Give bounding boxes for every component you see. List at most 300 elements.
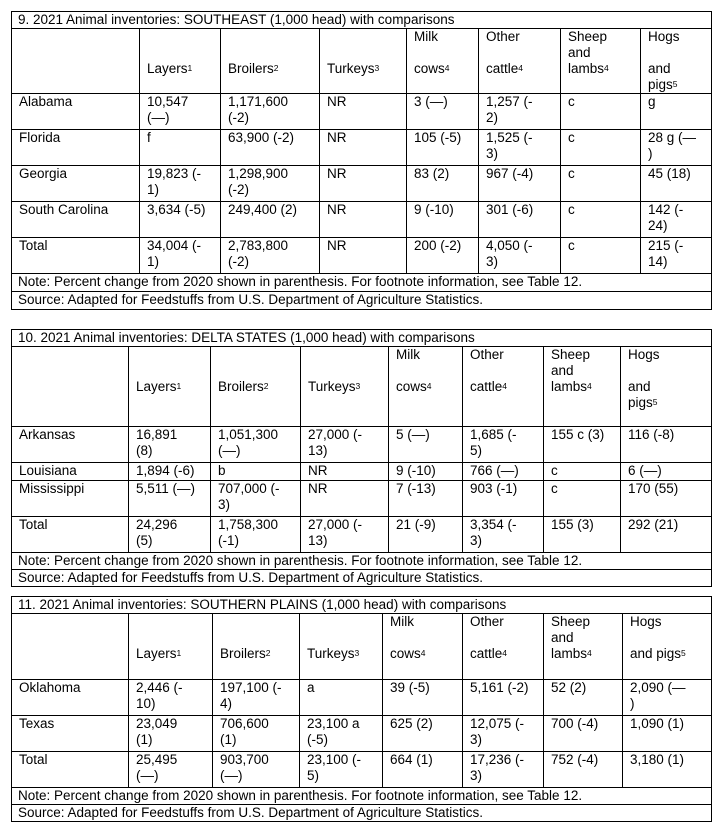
header-blank bbox=[12, 29, 140, 94]
cell-line: NR bbox=[327, 94, 347, 109]
column-header-text: Broilers bbox=[220, 646, 266, 661]
table-cell bbox=[641, 238, 712, 274]
title-row bbox=[12, 330, 712, 347]
table-note: Note: Percent change from 2020 shown in parenthesis. For footnote information, see Table 12. bbox=[12, 787, 712, 804]
title-row bbox=[12, 12, 712, 29]
header-cell-top bbox=[211, 347, 301, 380]
cell-line: 10,547 bbox=[147, 94, 189, 109]
table-cell bbox=[320, 202, 407, 238]
header-top-text: Other bbox=[486, 29, 520, 44]
column-header-text: cattle bbox=[470, 646, 503, 661]
cell-line: 3 (—) bbox=[414, 94, 448, 109]
header-cell-top bbox=[623, 614, 712, 647]
cell-line: 766 (—) bbox=[470, 462, 519, 478]
cell-line: NR bbox=[308, 462, 328, 478]
table-note: Note: Percent change from 2020 shown in parenthesis. For footnote information, see Table 12. bbox=[12, 274, 712, 292]
note-row bbox=[12, 552, 712, 569]
state-name: Mississippi bbox=[12, 480, 129, 516]
column-header bbox=[221, 61, 320, 94]
cell-line: (-1) bbox=[218, 532, 239, 548]
table-cell bbox=[479, 94, 561, 130]
column-header-text: Layers bbox=[147, 61, 188, 76]
cell-line: 1,894 (-6) bbox=[136, 462, 195, 478]
cell-line: ) bbox=[648, 146, 653, 161]
cell-line: 7 (-13) bbox=[396, 480, 436, 496]
table-cell bbox=[129, 679, 213, 715]
table-cell bbox=[300, 679, 383, 715]
column-header bbox=[129, 646, 213, 679]
table-cell bbox=[129, 516, 211, 552]
cell-line: 9 (-10) bbox=[414, 202, 454, 217]
table-cell bbox=[301, 516, 389, 552]
header-cell-top bbox=[300, 614, 383, 647]
cell-line: NR bbox=[327, 202, 347, 217]
table-cell bbox=[623, 751, 712, 787]
table-row bbox=[12, 202, 712, 238]
header-cell-top bbox=[213, 614, 300, 647]
footnote-marker: 1 bbox=[187, 63, 193, 73]
table-cell bbox=[389, 426, 463, 462]
cell-line: 155 c (3) bbox=[551, 426, 605, 442]
cell-line: 1,685 (- bbox=[470, 426, 517, 442]
cell-line: 17,236 (- bbox=[470, 751, 525, 767]
table-cell bbox=[140, 130, 221, 166]
table-cell bbox=[463, 516, 544, 552]
header-top-text: Hogs bbox=[648, 29, 680, 44]
header-blank bbox=[12, 347, 129, 427]
state-name: Alabama bbox=[12, 94, 140, 130]
header-cell-top bbox=[479, 29, 561, 62]
state-name: Texas bbox=[12, 715, 129, 751]
cell-line: 664 (1) bbox=[390, 751, 433, 767]
table-row bbox=[12, 516, 712, 552]
cell-line: f bbox=[147, 130, 151, 145]
table-cell bbox=[544, 715, 623, 751]
header-blank bbox=[12, 614, 129, 680]
header-cell-top bbox=[621, 347, 712, 380]
column-header-text: and bbox=[628, 379, 651, 394]
cell-line: 5,511 (—) bbox=[136, 480, 196, 496]
column-header-text: and pigs bbox=[630, 646, 682, 661]
cell-line: 2,090 (— bbox=[630, 679, 686, 695]
column-header bbox=[479, 61, 561, 94]
source-row bbox=[12, 292, 712, 310]
column-header-text: Broilers bbox=[228, 61, 274, 76]
column-header bbox=[301, 379, 389, 426]
table-row bbox=[12, 679, 712, 715]
cell-line: 83 (2) bbox=[414, 166, 450, 181]
column-header-text: Turkeys bbox=[308, 379, 356, 394]
table-cell bbox=[221, 202, 320, 238]
state-name: Oklahoma bbox=[12, 679, 129, 715]
cell-line: 3) bbox=[470, 532, 483, 548]
table-cell bbox=[479, 202, 561, 238]
table-cell bbox=[407, 94, 479, 130]
header-top-text: Milk bbox=[396, 347, 420, 362]
cell-line: 2,783,800 bbox=[228, 238, 289, 253]
cell-line: 3,180 (1) bbox=[630, 751, 685, 767]
cell-line: ) bbox=[630, 695, 635, 711]
column-header bbox=[621, 379, 712, 426]
table-row bbox=[12, 238, 712, 274]
table-cell bbox=[221, 238, 320, 274]
footnote-marker: 4 bbox=[587, 381, 592, 391]
header-cell-top bbox=[301, 347, 389, 380]
table-cell bbox=[544, 679, 623, 715]
table-source: Source: Adapted for Feedstuffs from U.S. Department of Agriculture Statistics. bbox=[12, 804, 712, 821]
table-cell bbox=[544, 462, 621, 480]
header-mid-text: and bbox=[551, 630, 574, 645]
cell-line: 2) bbox=[486, 110, 499, 125]
cell-line: 16,891 bbox=[136, 426, 178, 442]
table-cell bbox=[463, 462, 544, 480]
cell-line: 1,298,900 bbox=[228, 166, 289, 181]
table-row bbox=[12, 715, 712, 751]
footnote-marker: 3 bbox=[354, 648, 360, 658]
cell-line: 24) bbox=[648, 218, 668, 233]
column-header bbox=[407, 61, 479, 94]
cell-line: 1) bbox=[147, 254, 160, 269]
state-name: Total bbox=[12, 238, 140, 274]
column-header-text: cows bbox=[390, 646, 421, 661]
state-name: South Carolina bbox=[12, 202, 140, 238]
table-cell bbox=[641, 130, 712, 166]
header-mid-text: and bbox=[568, 45, 591, 60]
footnote-marker: 5 bbox=[672, 79, 678, 89]
header-mid-text: and bbox=[551, 363, 574, 378]
cell-line: NR bbox=[327, 238, 347, 253]
footnote-marker: 2 bbox=[263, 381, 269, 391]
column-header bbox=[129, 379, 211, 426]
footnote-marker: 3 bbox=[355, 381, 361, 391]
table-cell bbox=[463, 480, 544, 516]
state-name: Louisiana bbox=[12, 462, 129, 480]
table-cell bbox=[383, 715, 463, 751]
table-title: 11. 2021 Animal inventories: SOUTHERN PLAINS (1,000 head) with comparisons bbox=[12, 597, 712, 614]
header-top-text: Milk bbox=[414, 29, 438, 44]
cell-line: 25,495 bbox=[136, 751, 178, 767]
footnote-marker: 2 bbox=[273, 63, 279, 73]
cell-line: 13) bbox=[308, 532, 328, 548]
header-cell-top bbox=[129, 614, 213, 647]
table-cell bbox=[561, 94, 641, 130]
footnote-marker: 1 bbox=[176, 381, 182, 391]
footnote-marker: 4 bbox=[502, 648, 508, 658]
table-cell bbox=[621, 462, 712, 480]
table-cell bbox=[221, 166, 320, 202]
table-cell bbox=[407, 166, 479, 202]
cell-line: 39 (-5) bbox=[390, 679, 430, 695]
table-cell bbox=[221, 130, 320, 166]
table-cell bbox=[211, 480, 301, 516]
table-cell bbox=[641, 202, 712, 238]
cell-line: 625 (2) bbox=[390, 715, 433, 731]
cell-line: 752 (-4) bbox=[551, 751, 599, 767]
footnote-marker: 5 bbox=[652, 397, 658, 407]
table-cell bbox=[129, 751, 213, 787]
table-cell bbox=[641, 94, 712, 130]
table-cell bbox=[301, 426, 389, 462]
cell-line: 14) bbox=[648, 254, 668, 269]
header-cell-top bbox=[463, 347, 544, 380]
footnote-marker: 4 bbox=[604, 63, 609, 73]
table-source: Source: Adapted for Feedstuffs from U.S. Department of Agriculture Statistics. bbox=[12, 569, 712, 586]
table-southern-plains bbox=[11, 596, 712, 822]
footnote-marker: 4 bbox=[444, 63, 450, 73]
column-header bbox=[389, 379, 463, 426]
cell-line: (-2) bbox=[228, 110, 249, 125]
footnote-marker: 4 bbox=[420, 648, 426, 658]
cell-line: (—) bbox=[136, 767, 159, 783]
column-header bbox=[561, 61, 641, 94]
table-cell bbox=[129, 480, 211, 516]
cell-line: 197,100 (- bbox=[220, 679, 282, 695]
state-name: Florida bbox=[12, 130, 140, 166]
column-header-text: lambs bbox=[568, 61, 605, 76]
cell-line: 1,257 (- bbox=[486, 94, 533, 109]
cell-line: 19,823 (- bbox=[147, 166, 202, 181]
cell-line: 12,075 (- bbox=[470, 715, 525, 731]
table-cell bbox=[561, 238, 641, 274]
column-header-text: Layers bbox=[136, 646, 177, 661]
column-header bbox=[320, 61, 407, 94]
cell-line: (—) bbox=[220, 767, 243, 783]
column-header-text: Turkeys bbox=[327, 61, 375, 76]
state-name: Total bbox=[12, 751, 129, 787]
table-cell bbox=[211, 516, 301, 552]
column-header bbox=[300, 646, 383, 679]
cell-line: 52 (2) bbox=[551, 679, 587, 695]
table-cell bbox=[320, 94, 407, 130]
column-header-text: and bbox=[648, 61, 671, 76]
table-cell bbox=[140, 238, 221, 274]
cell-line: (-2) bbox=[228, 254, 249, 269]
cell-line: 3) bbox=[486, 254, 499, 269]
cell-line: 13) bbox=[308, 442, 328, 458]
state-name: Total bbox=[12, 516, 129, 552]
table-row bbox=[12, 166, 712, 202]
table-delta-states bbox=[11, 329, 712, 587]
column-header bbox=[383, 646, 463, 679]
cell-line: 9 (-10) bbox=[396, 462, 436, 478]
table-cell bbox=[213, 679, 300, 715]
table-cell bbox=[623, 679, 712, 715]
cell-line: 23,049 bbox=[136, 715, 178, 731]
column-header bbox=[211, 379, 301, 426]
table-title: 10. 2021 Animal inventories: DELTA STATES (1,000 head) with comparisons bbox=[12, 330, 712, 347]
table-row bbox=[12, 94, 712, 130]
footnote-marker: 4 bbox=[587, 648, 592, 658]
title-row bbox=[12, 597, 712, 614]
table-title: 9. 2021 Animal inventories: SOUTHEAST (1,000 head) with comparisons bbox=[12, 12, 712, 29]
cell-line: 155 (3) bbox=[551, 516, 594, 532]
cell-line: NR bbox=[308, 480, 328, 496]
cell-line: b bbox=[218, 462, 226, 478]
footnote-marker: 4 bbox=[426, 381, 432, 391]
cell-line: 5 (—) bbox=[396, 426, 430, 442]
column-header bbox=[544, 646, 623, 679]
cell-line: (—) bbox=[218, 442, 241, 458]
header-top-text: Sheep bbox=[568, 29, 608, 44]
cell-line: 707,000 (- bbox=[218, 480, 280, 496]
header-cell-top bbox=[544, 614, 623, 647]
table-cell bbox=[383, 751, 463, 787]
cell-line: 24,296 bbox=[136, 516, 178, 532]
cell-line: 1,758,300 bbox=[218, 516, 279, 532]
table-cell bbox=[320, 166, 407, 202]
table-cell bbox=[544, 516, 621, 552]
column-header-text-2: pigs bbox=[628, 395, 653, 410]
cell-line: 27,000 (- bbox=[308, 516, 363, 532]
cell-line: 3,354 (- bbox=[470, 516, 517, 532]
table-cell bbox=[463, 679, 544, 715]
table-cell bbox=[389, 480, 463, 516]
cell-line: 4) bbox=[220, 695, 233, 711]
table-row bbox=[12, 480, 712, 516]
cell-line: 28 g (— bbox=[648, 130, 697, 145]
table-cell bbox=[407, 202, 479, 238]
state-name: Arkansas bbox=[12, 426, 129, 462]
cell-line: 215 (- bbox=[648, 238, 684, 253]
source-row bbox=[12, 804, 712, 821]
cell-line: 142 (- bbox=[648, 202, 684, 217]
table-cell bbox=[211, 462, 301, 480]
cell-line: 5) bbox=[307, 767, 320, 783]
table-note: Note: Percent change from 2020 shown in parenthesis. For footnote information, see Table 12. bbox=[12, 552, 712, 569]
source-row bbox=[12, 569, 712, 586]
cell-line: 5) bbox=[470, 442, 483, 458]
cell-line: 170 (55) bbox=[628, 480, 679, 496]
header-row-top bbox=[12, 347, 712, 380]
column-header-text: cattle bbox=[470, 379, 503, 394]
table-cell bbox=[300, 751, 383, 787]
cell-line: 3) bbox=[470, 767, 483, 783]
cell-line: 45 (18) bbox=[648, 166, 691, 181]
header-top-text: Hogs bbox=[628, 347, 660, 362]
cell-line: c bbox=[568, 166, 575, 181]
table-cell bbox=[389, 462, 463, 480]
header-cell-top bbox=[407, 29, 479, 62]
cell-line: 967 (-4) bbox=[486, 166, 534, 181]
table-cell bbox=[561, 202, 641, 238]
cell-line: NR bbox=[327, 130, 347, 145]
column-header bbox=[623, 646, 712, 679]
table-cell bbox=[621, 480, 712, 516]
cell-line: 116 (-8) bbox=[628, 426, 675, 442]
table-cell bbox=[641, 166, 712, 202]
table-cell bbox=[544, 426, 621, 462]
table-cell bbox=[301, 462, 389, 480]
header-cell-top bbox=[389, 347, 463, 380]
footnote-marker: 1 bbox=[176, 648, 182, 658]
header-top-text: Milk bbox=[390, 614, 414, 629]
column-header bbox=[544, 379, 621, 426]
cell-line: 3) bbox=[218, 496, 231, 512]
column-header-text: cows bbox=[414, 61, 445, 76]
table-cell bbox=[463, 426, 544, 462]
header-cell-top bbox=[544, 347, 621, 380]
table-cell bbox=[129, 715, 213, 751]
cell-line: 200 (-2) bbox=[414, 238, 462, 253]
column-header-text: Turkeys bbox=[307, 646, 355, 661]
footnote-marker: 4 bbox=[502, 381, 508, 391]
cell-line: 6 (—) bbox=[628, 462, 662, 478]
table-row bbox=[12, 426, 712, 462]
cell-line: 34,004 (- bbox=[147, 238, 202, 253]
header-top-text: Sheep bbox=[551, 347, 591, 362]
header-top-text: Other bbox=[470, 347, 504, 362]
cell-line: 23,100 a bbox=[307, 715, 360, 731]
cell-line: 21 (-9) bbox=[396, 516, 436, 532]
note-row bbox=[12, 787, 712, 804]
table-cell bbox=[479, 130, 561, 166]
cell-line: (-2) bbox=[228, 182, 249, 197]
cell-line: 23,100 (- bbox=[307, 751, 362, 767]
header-cell-top bbox=[221, 29, 320, 62]
table-cell bbox=[561, 166, 641, 202]
header-cell-top bbox=[463, 614, 544, 647]
table-cell bbox=[129, 462, 211, 480]
cell-line: 3) bbox=[486, 146, 499, 161]
column-header-text: cattle bbox=[486, 61, 519, 76]
footnote-marker: 2 bbox=[265, 648, 271, 658]
cell-line: c bbox=[568, 130, 575, 145]
footnote-marker: 4 bbox=[518, 63, 524, 73]
cell-line: 63,900 (-2) bbox=[228, 130, 295, 145]
cell-line: (5) bbox=[136, 532, 153, 548]
cell-line: 1) bbox=[147, 182, 160, 197]
table-source: Source: Adapted for Feedstuffs from U.S. Department of Agriculture Statistics. bbox=[12, 292, 712, 310]
table-cell bbox=[129, 426, 211, 462]
cell-line: 292 (21) bbox=[628, 516, 679, 532]
header-cell-top bbox=[383, 614, 463, 647]
cell-line: c bbox=[551, 480, 558, 496]
cell-line: 249,400 (2) bbox=[228, 202, 298, 217]
cell-line: 3) bbox=[470, 731, 483, 747]
table-cell bbox=[140, 94, 221, 130]
cell-line: c bbox=[551, 462, 558, 478]
table-cell bbox=[140, 166, 221, 202]
footnote-marker: 5 bbox=[681, 648, 686, 658]
table-cell bbox=[213, 715, 300, 751]
cell-line: a bbox=[307, 679, 315, 695]
table-cell bbox=[544, 751, 623, 787]
table-cell bbox=[463, 751, 544, 787]
cell-line: 3,634 (-5) bbox=[147, 202, 206, 217]
table-cell bbox=[320, 238, 407, 274]
table-row bbox=[12, 130, 712, 166]
table-cell bbox=[407, 238, 479, 274]
table-cell bbox=[213, 751, 300, 787]
note-row bbox=[12, 274, 712, 292]
header-top-text: Sheep bbox=[551, 614, 591, 629]
table-cell bbox=[479, 166, 561, 202]
table-cell bbox=[407, 130, 479, 166]
table-cell bbox=[320, 130, 407, 166]
table-cell bbox=[300, 715, 383, 751]
header-cell-top bbox=[561, 29, 641, 62]
cell-line: (8) bbox=[136, 442, 153, 458]
table-cell bbox=[389, 516, 463, 552]
table-cell bbox=[561, 130, 641, 166]
table-cell bbox=[463, 715, 544, 751]
cell-line: 903,700 bbox=[220, 751, 269, 767]
cell-line: 700 (-4) bbox=[551, 715, 599, 731]
column-header bbox=[641, 61, 712, 94]
header-row-top bbox=[12, 29, 712, 62]
cell-line: 10) bbox=[136, 695, 156, 711]
column-header bbox=[213, 646, 300, 679]
